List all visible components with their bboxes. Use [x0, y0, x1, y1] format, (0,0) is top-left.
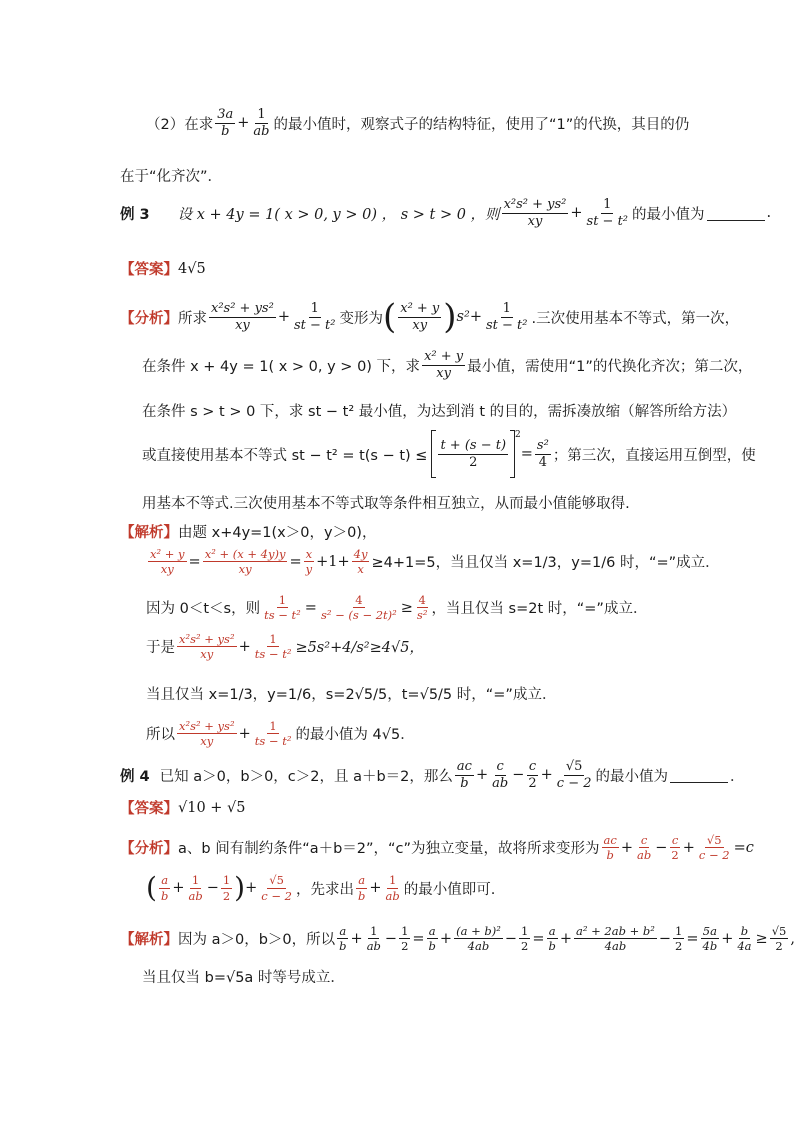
solution-3-line-3: 因为 0＜t＜s，则 $\frac{1}{\text{ts − t²}}$ = $\frac{4}{\text{s² − (s − 2t)²}}$ ≥ $\frac{4}{\text{s²}}$ ，当且仅当 s=2t 时，“=”成立． — [146, 593, 648, 623]
solution-4-line-2: 当且仅当 b=√5a 时等号成立． — [142, 970, 345, 986]
solution-3-line-5: 当且仅当 x=1/3，y=1/6，s=2√5/5，t=√5/5 时，“=”成立． — [146, 687, 557, 703]
analysis-3-line-5: 用基本不等式.三次使用基本不等式取等条件相互独立，从而最小值能够取得. — [142, 496, 630, 512]
analysis-3-line-4: 或直接使用基本不等式 st − t² = t(s − t) ≤ $\frac{t + (s - t)}{2}$ $^2$ = $\frac{\text{s²}}{4}$ ；第三次，直接运用互倒型，使 — [142, 430, 756, 478]
answer-value: 4√5 — [178, 260, 206, 277]
q2-line-1: （2）在求 $\frac{3a}{b}$ + $\frac{1}{ab}$ 的最小值时，观察式子的结构特征，使用了“1”的代换，其目的仍 — [146, 107, 690, 139]
example-3-label: 例 3 — [120, 206, 150, 223]
answer-4-line: 【答案】 √10 + √5 — [120, 799, 246, 817]
solution-4-line-1: 【解析】 因为 a＞0，b＞0，所以 $\frac{a}{b}$ + $\frac{1}{ab}$ − $\frac{1}{2}$ = $\frac{a}{b}$ + $\frac{\text{(a + b)²}}{4ab}$ − $\frac{1}{2}$ = $\frac{a}{b}$ + $\frac{\text{a² + 2ab + b²}}{4ab}$ − $\frac{1}{2}$ = $\frac{5a}{4b}$ + $\frac{b}{4a}$ ≥ $\frac{√5}{2}$ , — [120, 924, 795, 954]
solution-3-line-6: 所以 $\frac{\text{x²s² + ys²}}{xy}$ + $\frac{1}{\text{ts − t²}}$ 的最小值为 4√5． — [146, 719, 415, 749]
example-3-line: 例 3 设 x + 4y = 1( x > 0, y > 0) ， s > t > 0 ，则 $\frac{\text{x²s² + ys²}}{xy}$ + $\frac{1}{\text{st − t²}}$ 的最小值为 . — [120, 197, 772, 229]
answer-label: 【答案】 — [120, 262, 178, 278]
analysis-3-line-1: 【分析】 所求 $\frac{\text{x²s² + ys²}}{xy}$ + $\frac{1}{\text{st − t²}}$ 变形为 ( $\frac{\text{x² + y}}{xy}$ ) s² + $\frac{1}{\text{st − t²}}$ .三次使用基本不等式，第一次， — [120, 297, 740, 337]
fraction-1-over-ab: $\frac{1}{ab}$ — [253, 107, 270, 139]
answer-3-line — [120, 258, 206, 279]
solution-3-line-4: 于是 $\frac{\text{x²s² + ys²}}{xy}$ + $\frac{1}{\text{ts − t²}}$ ≥5s²+4/s²≥4√5， — [146, 632, 424, 662]
q2-line-2: 在于“化齐次”． — [120, 169, 223, 185]
answer-blank-3 — [707, 206, 765, 221]
solution-3-line-2: $\frac{\text{x² + y}}{xy}$ = $\frac{\text{x² + (x + 4y)y}}{xy}$ = $\frac{x}{y}$ +1+ $\frac{4y}{x}$ ≥4+1=5，当且仅当 x=1/3，y=1/6 时，“=”成立． — [150, 547, 720, 577]
example-4-label: 例 4 — [120, 768, 150, 785]
analysis-4-line-1: 【分析】 a、b 间有制约条件“a＋b＝2”，“c”为独立变量，故将所求变形为 $\frac{ac}{b}$ + $\frac{c}{ab}$ − $\frac{c}{2}$ + $\frac{√5}{c - 2}$ =c — [120, 833, 754, 863]
analysis-3-line-2: 在条件 x + 4y = 1( x > 0, y > 0) 下，求 $\frac{\text{x² + y}}{xy}$ 最小值，需使用“1”的代换化齐次；第二次， — [142, 349, 753, 381]
answer-blank-4 — [670, 768, 728, 783]
solution-3-line-1: 【解析】 由题 x+4y=1(x＞0，y＞0)， — [120, 525, 377, 541]
fraction-3a-over-b: $\frac{3a}{b}$ — [217, 107, 234, 139]
example-4-line: 例 4 已知 a＞0，b＞0，c＞2，且 a＋b＝2，那么 $\frac{ac}{b}$ + $\frac{c}{ab}$ − $\frac{c}{2}$ + $\frac{√5}{c - 2}$ 的最小值为 ． — [120, 759, 745, 791]
analysis-4-line-2: ( $\frac{a}{b}$ + $\frac{1}{ab}$ − $\frac{1}{2}$ ) + $\frac{√5}{c - 2}$ ，先求出 $\frac{a}{b}$ + $\frac{1}{ab}$ 的最小值即可. — [146, 871, 496, 904]
analysis-3-line-3: 在条件 s > t > 0 下，求 st − t² 最小值，为达到消 t 的目的，需拆凑放缩（解答所给方法） — [142, 404, 737, 420]
